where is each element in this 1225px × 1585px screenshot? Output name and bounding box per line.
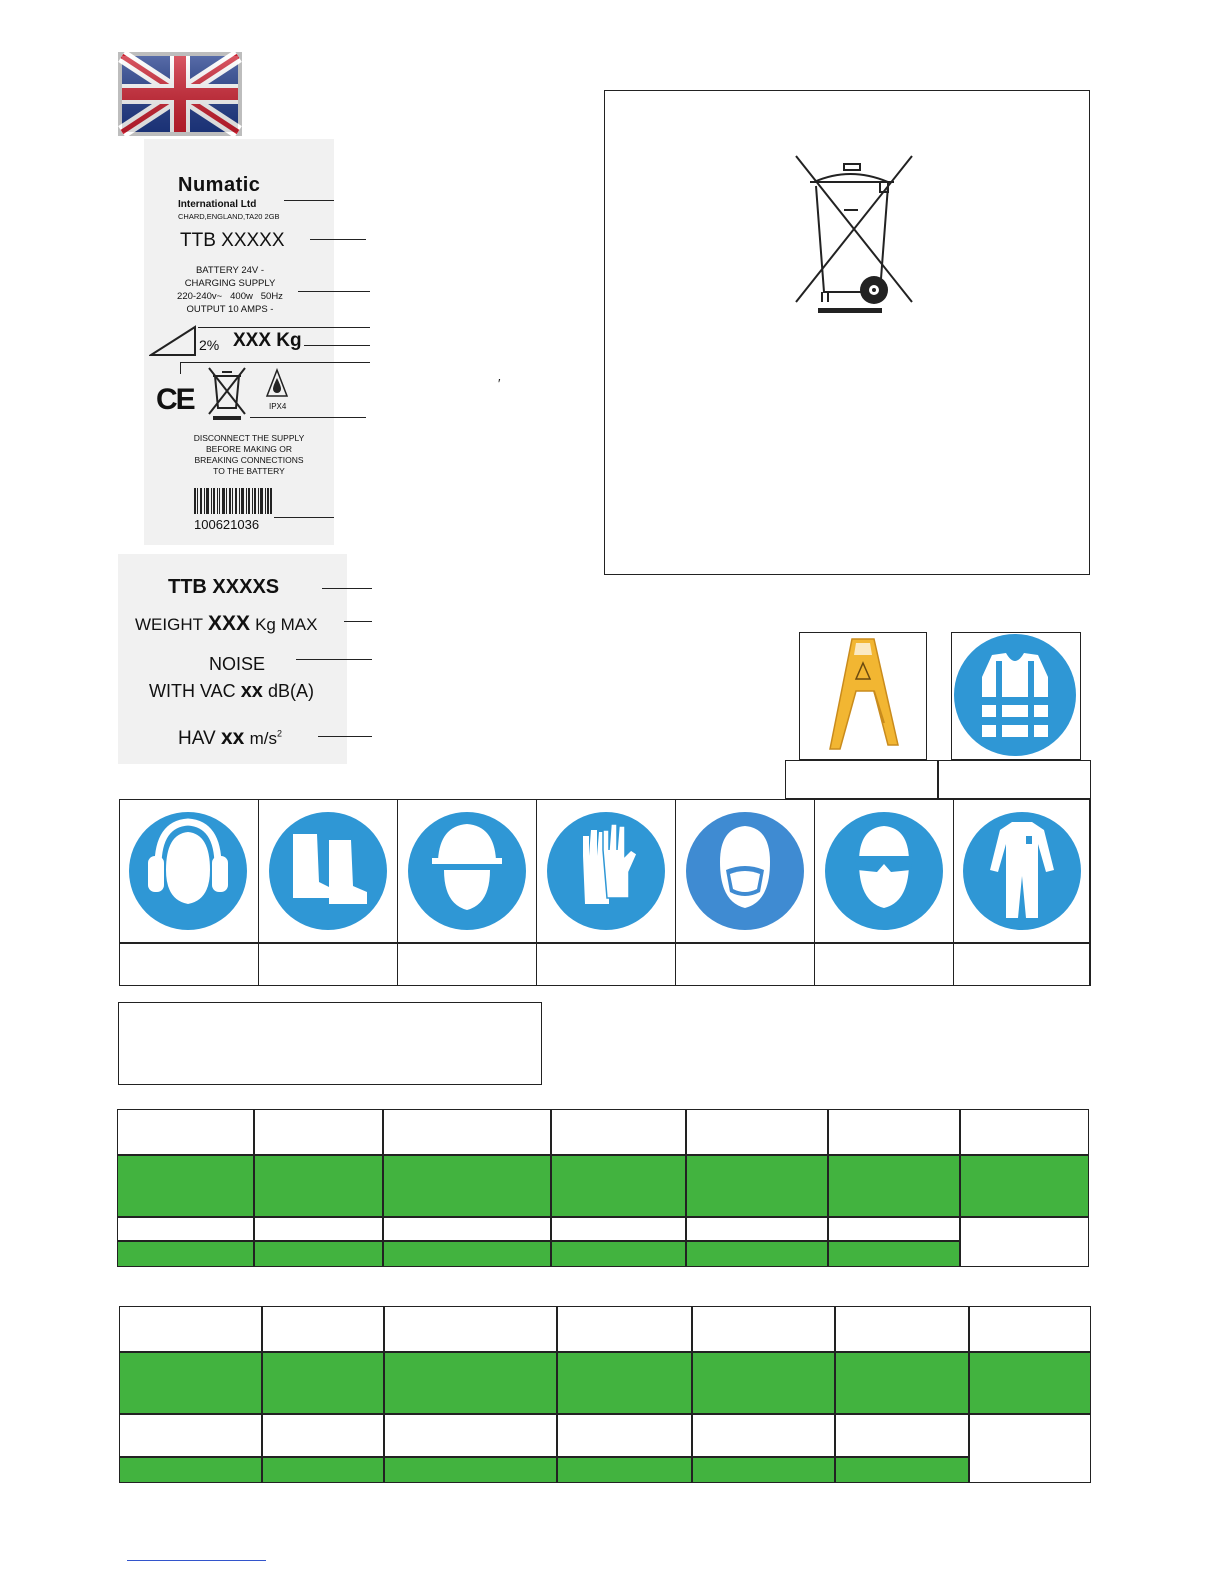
spec-line: OUTPUT 10 AMPS -	[186, 304, 274, 315]
leader-line	[274, 517, 334, 518]
divider	[118, 1154, 1088, 1156]
hi-vis-box	[951, 632, 1081, 760]
hav-unit: m/s	[249, 729, 277, 748]
uk-flag-icon	[118, 52, 242, 136]
spec-table-1	[117, 1109, 1089, 1267]
noise-label: NOISE	[209, 654, 266, 674]
max-slope: 2%	[199, 337, 220, 353]
hi-vis-vest-icon	[952, 633, 1079, 758]
divider	[834, 1307, 836, 1482]
divider	[120, 1351, 1090, 1353]
max-weight	[135, 612, 317, 636]
hav-value: xx	[220, 726, 245, 749]
leader-line	[298, 291, 370, 292]
divider	[691, 1307, 693, 1482]
barcode-number: 100621036	[194, 517, 260, 532]
machine-weight: XXX Kg	[233, 330, 302, 351]
divider	[118, 1240, 959, 1242]
divider	[120, 1456, 968, 1458]
divider	[959, 1110, 961, 1266]
ppe-cell-boots	[259, 800, 398, 985]
leader-line	[296, 659, 372, 660]
spec-table-2	[119, 1306, 1091, 1483]
wet-floor-box	[799, 632, 927, 760]
overalls-icon	[954, 800, 1090, 942]
leader-line	[180, 362, 181, 374]
dust-mask-icon	[676, 800, 815, 942]
noise-value: xx	[240, 680, 263, 702]
ppe-caption-divider	[120, 942, 1090, 944]
table-row	[118, 1241, 959, 1266]
gloves-icon	[537, 800, 676, 942]
hav-level	[178, 726, 282, 750]
divider	[120, 1413, 1090, 1415]
ppe-cell-mask	[676, 800, 815, 985]
crossed-bin-icon	[205, 364, 249, 422]
ppe-cell-glasses	[815, 800, 954, 985]
icon-caption-row	[785, 760, 1091, 799]
leader-line	[310, 239, 366, 240]
leader-line	[250, 417, 366, 418]
leader-line	[322, 588, 372, 589]
spec-line: BATTERY 24V -	[195, 265, 265, 276]
divider	[937, 761, 939, 798]
company-address: CHARD,ENGLAND,TA20 2GB	[178, 212, 280, 221]
leader-line	[304, 345, 370, 346]
divider	[550, 1110, 552, 1266]
divider	[382, 1110, 384, 1266]
warning-line: TO THE BATTERY	[213, 466, 285, 476]
divider	[253, 1110, 255, 1266]
weight-value: XXX	[208, 612, 251, 635]
power-spec	[160, 264, 300, 316]
warning-line: BEFORE MAKING OR	[206, 444, 292, 454]
hard-hat-icon	[398, 800, 537, 942]
barcode	[194, 488, 272, 514]
leader-line	[198, 327, 370, 328]
warning-line: DISCONNECT THE SUPPLY	[193, 433, 305, 443]
warning-line: BREAKING CONNECTIONS	[194, 455, 304, 465]
ppe-table	[119, 799, 1091, 986]
slope-icon	[149, 325, 197, 357]
model-number: TTB XXXXX	[180, 230, 285, 251]
spec-line: CHARGING SUPPLY	[184, 278, 276, 289]
ip-rating: IPX4	[269, 402, 287, 411]
leader-line	[318, 736, 372, 737]
divider	[827, 1110, 829, 1266]
weight-suffix: Kg MAX	[255, 615, 318, 634]
table-row	[118, 1155, 1088, 1216]
footer-rule	[127, 1560, 266, 1561]
hav-prefix: HAV	[178, 728, 216, 749]
hav-exponent: 2	[276, 728, 282, 739]
divider	[383, 1307, 385, 1482]
ppe-cell-ear	[120, 800, 259, 985]
divider	[556, 1307, 558, 1482]
ear-protection-icon	[120, 800, 259, 942]
stray-mark: ′	[498, 376, 501, 391]
noise-prefix: WITH VAC	[149, 681, 236, 701]
ppe-cell-hardhat	[398, 800, 537, 985]
water-drop-icon	[265, 368, 289, 402]
noise-unit: dB(A)	[267, 681, 314, 701]
ppe-cell-overalls	[954, 800, 1090, 985]
brand-name: Numatic	[178, 174, 261, 196]
crossed-bin-icon	[792, 152, 916, 318]
table-row	[120, 1352, 1090, 1413]
weight-prefix: WEIGHT	[135, 615, 203, 634]
spec-line: 220-240v~ 400w 50Hz	[177, 291, 283, 302]
table-row	[120, 1457, 968, 1482]
divider	[118, 1216, 1088, 1218]
ppe-cell-gloves	[537, 800, 676, 985]
wet-floor-sign-icon	[800, 633, 925, 758]
leader-line	[180, 362, 370, 363]
ce-mark: CE	[156, 383, 194, 416]
divider	[261, 1307, 263, 1482]
seat-model-number: TTB XXXXS	[168, 576, 280, 598]
noise-level	[149, 680, 314, 703]
safety-glasses-icon	[815, 800, 954, 942]
safety-boots-icon	[259, 800, 398, 942]
divider	[968, 1307, 970, 1482]
note-box	[118, 1002, 542, 1085]
divider	[685, 1110, 687, 1266]
leader-line	[284, 200, 334, 201]
battery-warning	[166, 433, 332, 477]
company-name: International Ltd	[178, 199, 257, 210]
leader-line	[344, 621, 372, 622]
